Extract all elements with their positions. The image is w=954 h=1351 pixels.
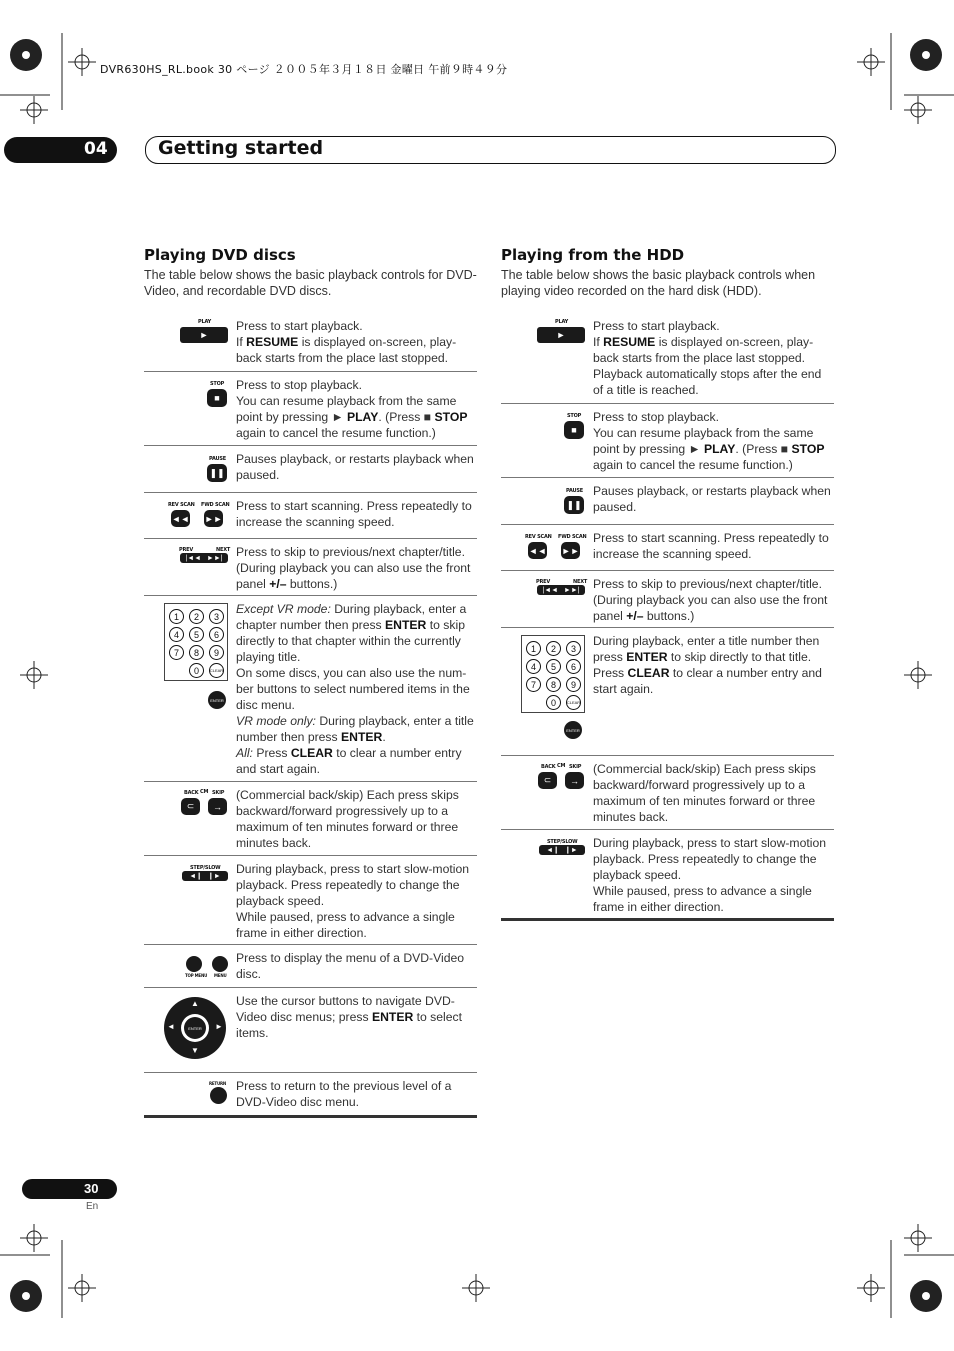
cm-skip-icon: BACK CM SKIP ⊂ → bbox=[144, 787, 230, 849]
pause-icon: PAUSE ❚❚ bbox=[144, 451, 230, 486]
hdd-row-scan-text: Press to start scanning. Press repeatedly to increase the scanning speed. bbox=[593, 531, 829, 561]
scan-icon: REV SCAN FWD SCAN ◄◄ ►► bbox=[144, 498, 230, 532]
dvd-row-skip bbox=[144, 539, 477, 596]
menu-icon: TOP MENU MENU bbox=[144, 950, 230, 981]
dvd-row-scan bbox=[144, 493, 477, 539]
dvd-row-menu bbox=[144, 945, 477, 988]
page-number: 30 bbox=[84, 1181, 99, 1196]
hdd-row-play bbox=[501, 313, 834, 404]
hdd-row-step bbox=[501, 830, 834, 921]
pause-icon: PAUSE ❚❚ bbox=[501, 483, 587, 518]
print-meta: DVR630HS_RL.book 30 ページ ２００５年３月１８日 金曜日 午前９時４９分 bbox=[100, 63, 508, 76]
step-slow-icon: STEP/SLOW ◄❙ ❙► bbox=[144, 861, 230, 938]
numpad-icon: 1 2 3 4 5 6 7 8 9 0 CLEAR ENTER bbox=[144, 601, 230, 775]
prev-next-icon: PREV NEXT |◄◄ ►►| bbox=[536, 579, 588, 594]
dvd-intro: The table below shows the basic playback controls for DVD-Video, and recordable DVD discs. bbox=[144, 268, 477, 298]
hdd-row-stop-text: Press to stop playback. You can resume playback from the same point by pressing ► PLAY. (Press ■ STOP again to cancel the resume function.) bbox=[593, 410, 825, 472]
hdd-section bbox=[501, 246, 834, 921]
dvd-row-number-text: Except VR mode: During playback, enter a chapter number then press ENTER to skip directly to that chapter within the currently playing title. On some discs, you can also use the num-ber buttons to select numbered items in the disc menu. VR mode only: During playback, enter a title number then press ENTER. All: Press CLEAR to clear a number entry and start again. bbox=[236, 602, 474, 776]
page-tab bbox=[22, 1179, 117, 1199]
dvd-row-stop-text: Press to stop playback. You can resume playback from the same point by pressing ► PLAY. (Press ■ STOP again to cancel the resume function.) bbox=[236, 378, 468, 440]
dvd-row-return-text: Press to return to the previous level of a DVD-Video disc menu. bbox=[236, 1079, 452, 1109]
hdd-intro: The table below shows the basic playback controls when playing video recorded on the hard disk (HDD). bbox=[501, 268, 816, 298]
step-slow-icon: STEP/SLOW ◄❙ ❙► bbox=[501, 835, 587, 912]
dvd-row-return bbox=[144, 1073, 477, 1118]
dvd-row-cursor bbox=[144, 988, 477, 1073]
hdd-heading: Playing from the HDD bbox=[501, 246, 685, 264]
hdd-row-skip bbox=[501, 571, 834, 628]
cursor-pad-icon: ENTER ▲ ▼ ◄ ► bbox=[144, 993, 230, 1066]
play-icon: PLAY ► bbox=[501, 318, 587, 397]
chapter-title: Getting started bbox=[158, 137, 324, 159]
hdd-row-scan bbox=[501, 525, 834, 571]
hdd-row-pause bbox=[501, 478, 834, 525]
dvd-row-play-text: Press to start playback. If RESUME is displayed on-screen, play-back starts from the place last stopped. bbox=[236, 319, 457, 365]
dvd-row-cm bbox=[144, 782, 477, 856]
dvd-row-cursor-text: Use the cursor buttons to navigate DVD-Video disc menus; press ENTER to select items. bbox=[236, 994, 463, 1040]
dvd-heading: Playing DVD discs bbox=[144, 246, 296, 264]
dvd-row-number bbox=[144, 596, 477, 782]
hdd-row-cm bbox=[501, 756, 834, 830]
numpad-icon: 1 2 3 4 5 6 7 8 9 0 CLEAR ENTER bbox=[501, 633, 587, 749]
dvd-row-step-text: During playback, press to start slow-motion playback. Press repeatedly to change the playback speed. While paused, press to advance a single frame in either direction. bbox=[236, 862, 470, 940]
dvd-row-pause-text: Pauses playback, or restarts playback when paused. bbox=[236, 452, 474, 482]
page-language: En bbox=[86, 1201, 99, 1212]
stop-icon: STOP ■ bbox=[501, 409, 587, 471]
cm-skip-icon: BACK CM SKIP ⊂ → bbox=[501, 761, 587, 823]
dvd-row-step bbox=[144, 856, 477, 945]
return-icon: RETURN bbox=[144, 1078, 230, 1109]
prev-next-icon: PREV NEXT |◄◄ ►►| bbox=[179, 547, 231, 562]
play-icon: PLAY ► bbox=[144, 318, 230, 365]
hdd-row-pause-text: Pauses playback, or restarts playback when paused. bbox=[593, 484, 831, 514]
hdd-row-number-text: During playback, enter a title number then press ENTER to skip directly to that title. Press CLEAR to clear a number entry and start again. bbox=[593, 634, 822, 696]
hdd-row-step-text: During playback, press to start slow-motion playback. Press repeatedly to change the playback speed. While paused, press to advance a single frame in either direction. bbox=[593, 836, 827, 914]
chapter-number: 04 bbox=[84, 139, 108, 159]
dvd-section bbox=[144, 246, 477, 1118]
hdd-row-play-text: Press to start playback. If RESUME is displayed on-screen, play-back starts from the place last stopped. Playback automatically stops after the end of a title is reached. bbox=[593, 319, 822, 397]
dvd-row-cm-text: (Commercial back/skip) Each press skips backward/forward progressively up to a maximum of ten minutes forward or three minutes back. bbox=[236, 788, 459, 850]
dvd-row-pause bbox=[144, 446, 477, 493]
dvd-row-stop bbox=[144, 372, 477, 446]
stop-icon: STOP ■ bbox=[144, 377, 230, 439]
dvd-row-skip-text: Press to skip to previous/next chapter/title. (During playback you can also use the front panel +/– buttons.) bbox=[236, 545, 471, 591]
hdd-row-cm-text: (Commercial back/skip) Each press skips backward/forward progressively up to a maximum of ten minutes forward or three minutes back. bbox=[593, 762, 816, 824]
hdd-row-number bbox=[501, 628, 834, 756]
dvd-row-menu-text: Press to display the menu of a DVD-Video disc. bbox=[236, 951, 465, 981]
hdd-row-skip-text: Press to skip to previous/next chapter/title. (During playback you can also use the front panel +/– buttons.) bbox=[593, 577, 828, 623]
dvd-row-play bbox=[144, 313, 477, 372]
scan-icon: REV SCAN FWD SCAN ◄◄ ►► bbox=[501, 530, 587, 564]
dvd-row-scan-text: Press to start scanning. Press repeatedly to increase the scanning speed. bbox=[236, 499, 472, 529]
hdd-row-stop bbox=[501, 404, 834, 478]
